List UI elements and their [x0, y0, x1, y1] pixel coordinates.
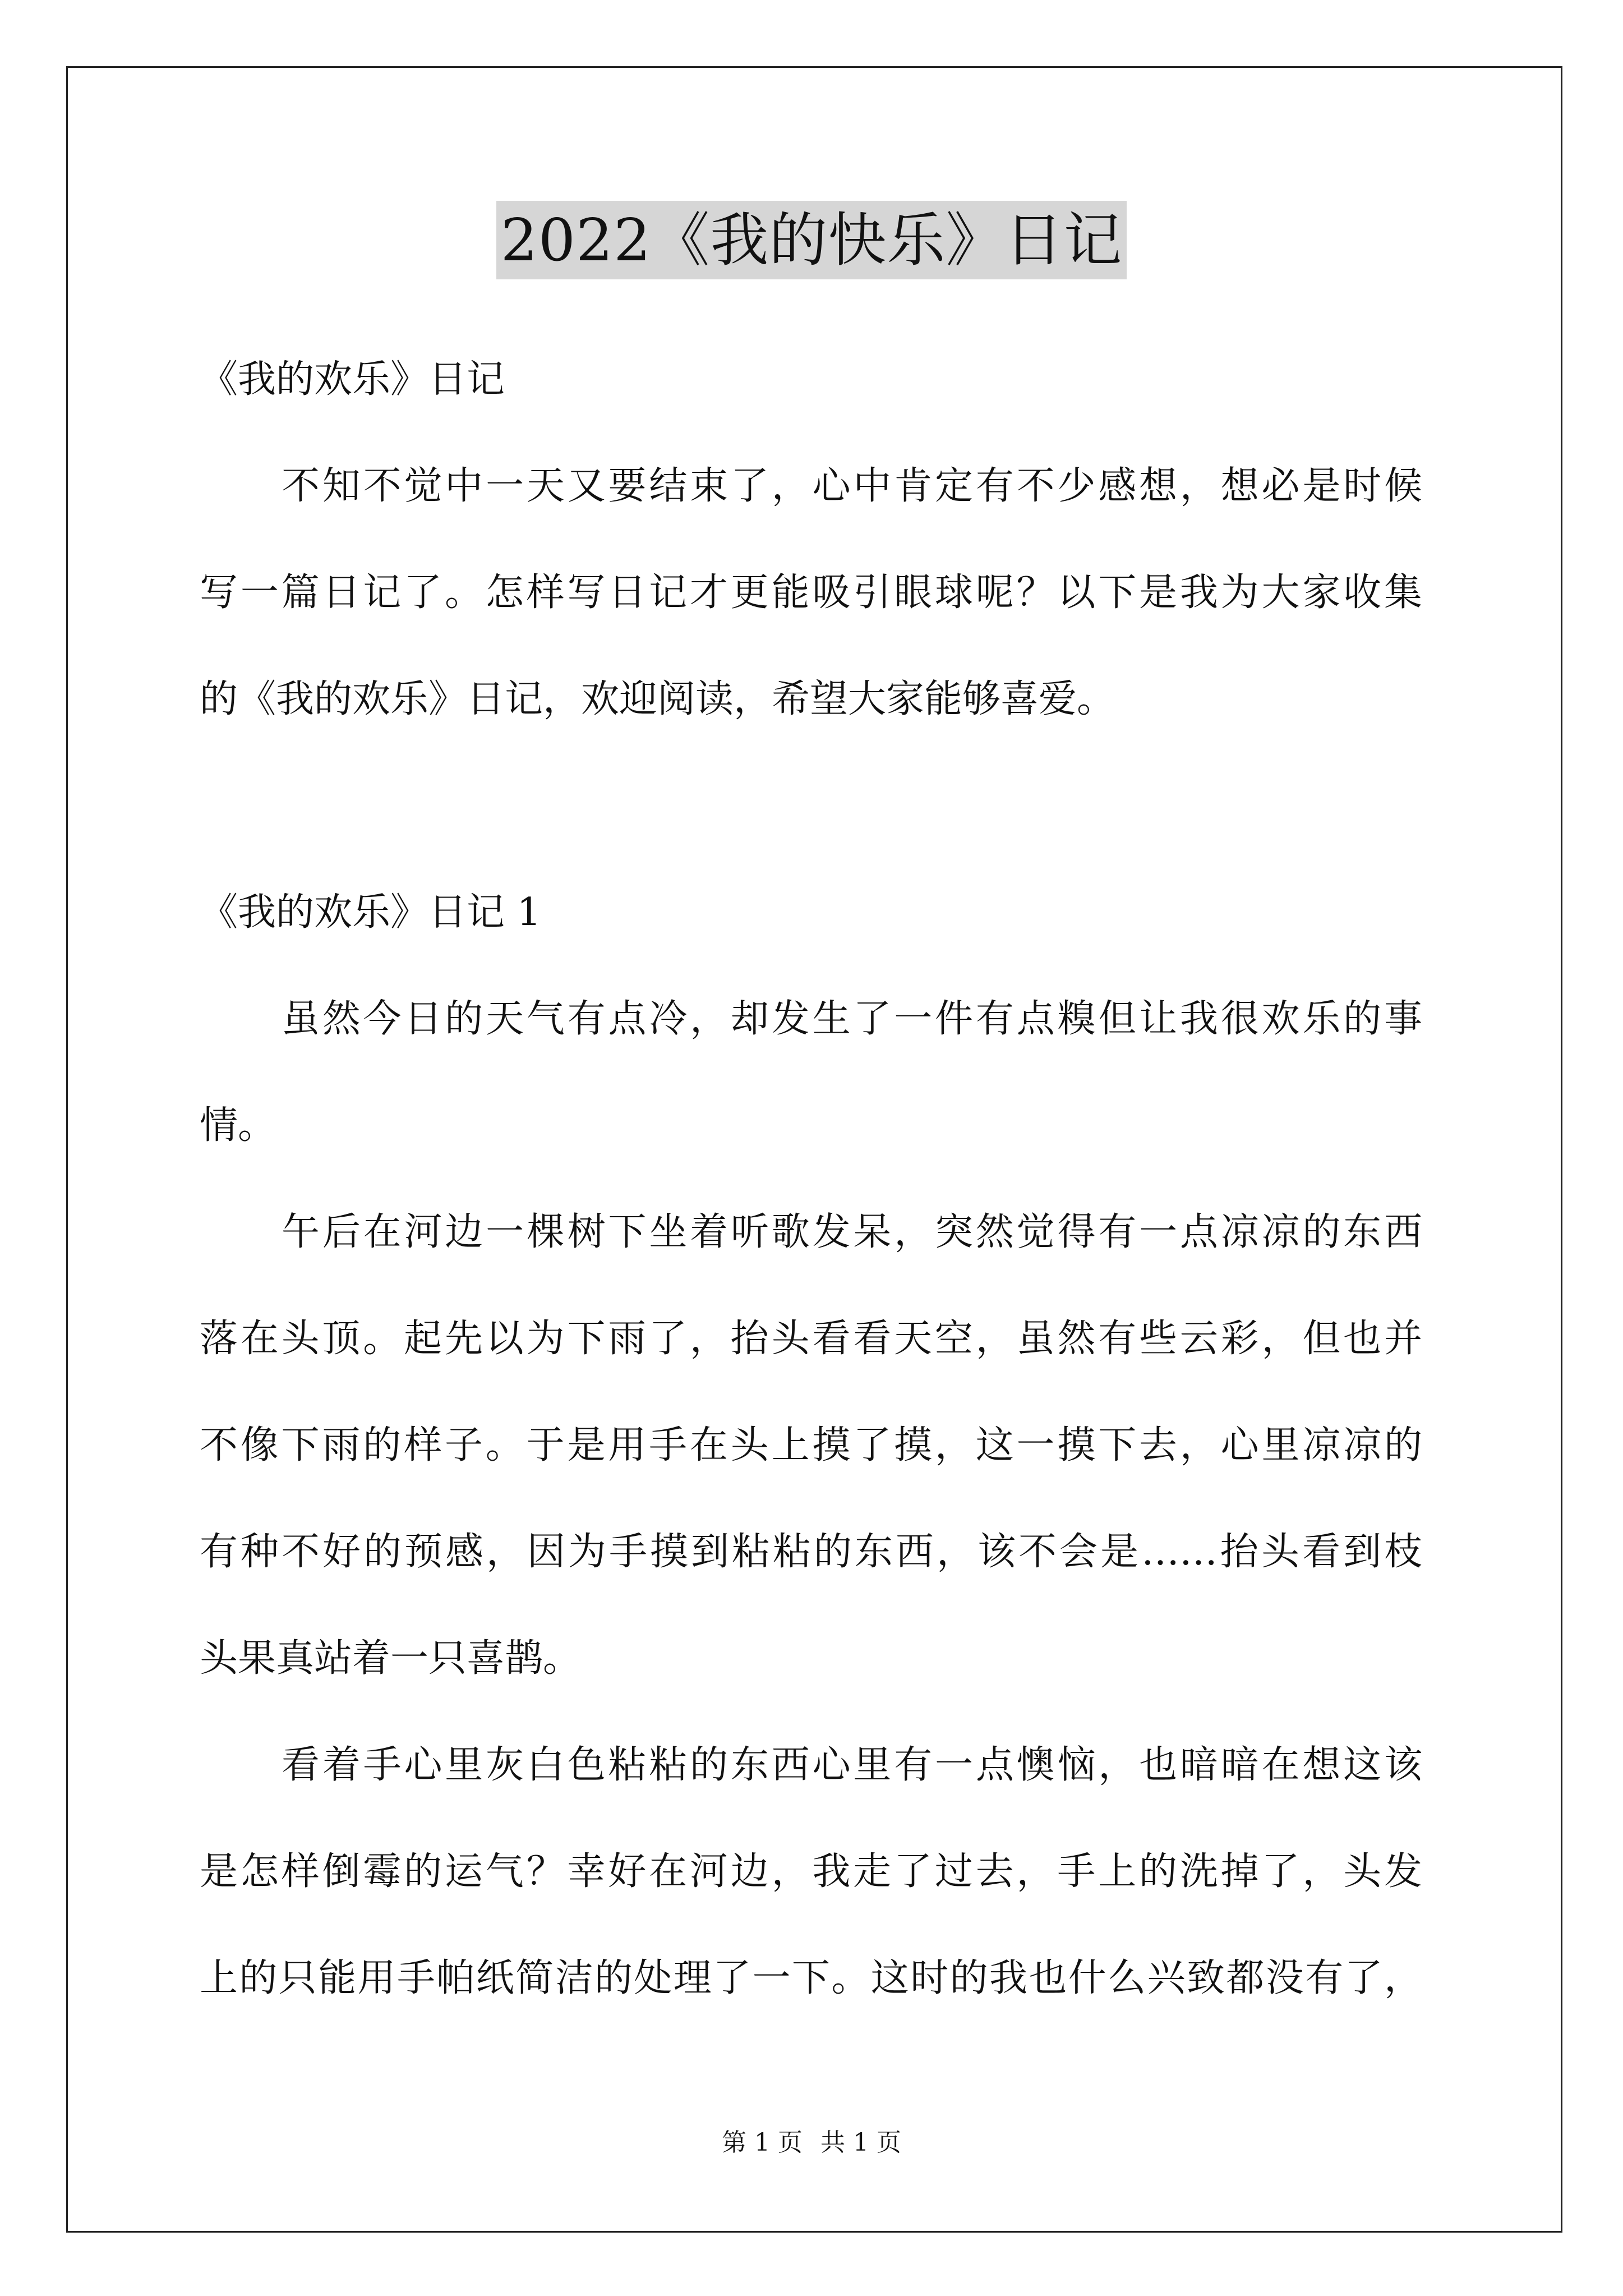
para2-line-4: 有种不好的预感，因为手摸到粘粘的东西，该不会是……抬头看到枝: [200, 1530, 1422, 1574]
para3-line-1: 看着手心里灰白色粘粘的东西心里有一点懊恼，也暗暗在想这该: [282, 1743, 1422, 1787]
para3-line-2: 是怎样倒霉的运气？幸好在河边，我走了过去，手上的洗掉了，头发: [200, 1849, 1422, 1894]
para2-line-5: 头果真站着一只喜鹊。: [200, 1636, 582, 1681]
intro-line-1: 不知不觉中一天又要结束了，心中肯定有不少感想，想必是时候: [282, 464, 1422, 508]
page-number: 第 1 页: [722, 2128, 803, 2157]
section-heading: 《我的欢乐》日记: [200, 357, 505, 402]
document-title: 2022《我的快乐》日记: [496, 201, 1127, 279]
para2-line-2: 落在头顶。起先以为下雨了，抬头看看天空，虽然有些云彩，但也并: [200, 1317, 1422, 1361]
title-container: [0, 201, 1623, 279]
para1-line-1: 虽然今日的天气有点冷，却发生了一件有点糗但让我很欢乐的事: [282, 997, 1422, 1041]
page-total: 共 1 页: [820, 2128, 901, 2157]
intro-line-3: 的《我的欢乐》日记，欢迎阅读，希望大家能够喜爱。: [200, 677, 1115, 721]
page-footer: [0, 2126, 1623, 2160]
intro-line-2: 写一篇日记了。怎样写日记才更能吸引眼球呢？以下是我为大家收集: [200, 570, 1422, 615]
para2-line-3: 不像下雨的样子。于是用手在头上摸了摸，这一摸下去，心里凉凉的: [200, 1423, 1422, 1467]
para1-line-2: 情。: [200, 1103, 276, 1148]
section-heading: 《我的欢乐》日记 1: [200, 890, 541, 935]
para2-line-1: 午后在河边一棵树下坐着听歌发呆，突然觉得有一点凉凉的东西: [282, 1210, 1422, 1254]
para3-line-3: 上的只能用手帕纸简洁的处理了一下。这时的我也什么兴致都没有了，: [200, 1956, 1422, 2000]
